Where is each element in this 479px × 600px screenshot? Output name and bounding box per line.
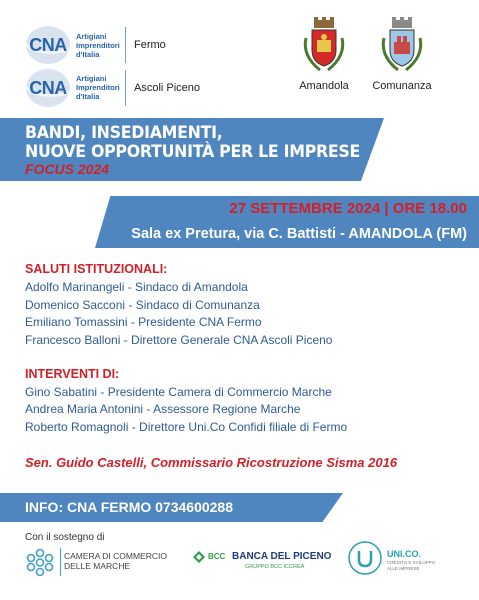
divider (60, 548, 61, 576)
municipality-label-amandola: Amandola (299, 80, 349, 92)
greeting-person: Domenico Sacconi - Sindaco di Comunanza (25, 298, 260, 312)
coat-of-arms-comunanza-icon (378, 16, 426, 74)
support-label: Con il sostegno di (25, 532, 105, 543)
event-venue: Sala ex Pretura, via C. Battisti - AMANDOLA (FM) (131, 226, 467, 242)
coat-of-arms-amandola-icon (300, 16, 348, 74)
speaker-person: Andrea Maria Antonini - Assessore Regione Marche (25, 402, 301, 416)
title-line-1: BANDI, INSEDIAMENTI, (25, 123, 223, 143)
speakers-title: INTERVENTI DI: (25, 367, 120, 381)
focus-label: FOCUS 2024 (25, 161, 110, 177)
municipality-label-comunanza: Comunanza (372, 80, 432, 92)
greetings-title: SALUTI ISTITUZIONALI: (25, 262, 168, 276)
bcc-logo-icon (192, 550, 206, 564)
sponsor-camera-commercio: CAMERA DI COMMERCIO DELLE MARCHE (64, 551, 167, 571)
event-date-time: 27 SETTEMBRE 2024 | ORE 18.00 (229, 200, 467, 217)
divider (125, 27, 126, 63)
cna-subtitle: Artigiani Imprenditori d'Italia (76, 74, 120, 101)
divider (125, 70, 126, 106)
sponsor-banca-sub: GRUPPO BCC ICCREA (245, 564, 305, 570)
cna-city-ascoli: Ascoli Piceno (134, 82, 201, 94)
title-line-2: NUOVE OPPORTUNITÀ PER LE IMPRESE (25, 142, 361, 162)
greeting-person: Emiliano Tomassini - Presidente CNA Fermo (25, 315, 262, 329)
sponsor-unico-sub: CREDITO E SVILUPPO ALLE IMPRESE (387, 560, 436, 571)
cna-city-fermo: Fermo (134, 39, 166, 51)
cna-logo-icon: CNA (26, 26, 70, 64)
sponsor-banca-piceno: BANCA DEL PICENO (232, 551, 332, 562)
sponsor-unico: UNI.CO. (387, 549, 422, 559)
closing-speaker: Sen. Guido Castelli, Commissario Ricostruzione Sisma 2016 (25, 455, 398, 470)
speaker-person: Gino Sabatini - Presidente Camera di Commercio Marche (25, 385, 332, 399)
cna-subtitle: Artigiani Imprenditori d'Italia (76, 32, 120, 59)
cna-logo-icon: CNA (26, 69, 70, 107)
bcc-prefix: BCC (208, 552, 226, 561)
unico-logo-icon (347, 540, 383, 576)
info-contact: INFO: CNA FERMO 0734600288 (25, 499, 233, 515)
camera-commercio-logo-icon (25, 547, 55, 577)
speaker-person: Roberto Romagnoli - Direttore Uni.Co Confidi filiale di Fermo (25, 420, 348, 434)
greeting-person: Francesco Balloni - Direttore Generale CNA Ascoli Piceno (25, 333, 333, 347)
greeting-person: Adolfo Marinangeli - Sindaco di Amandola (25, 280, 248, 294)
